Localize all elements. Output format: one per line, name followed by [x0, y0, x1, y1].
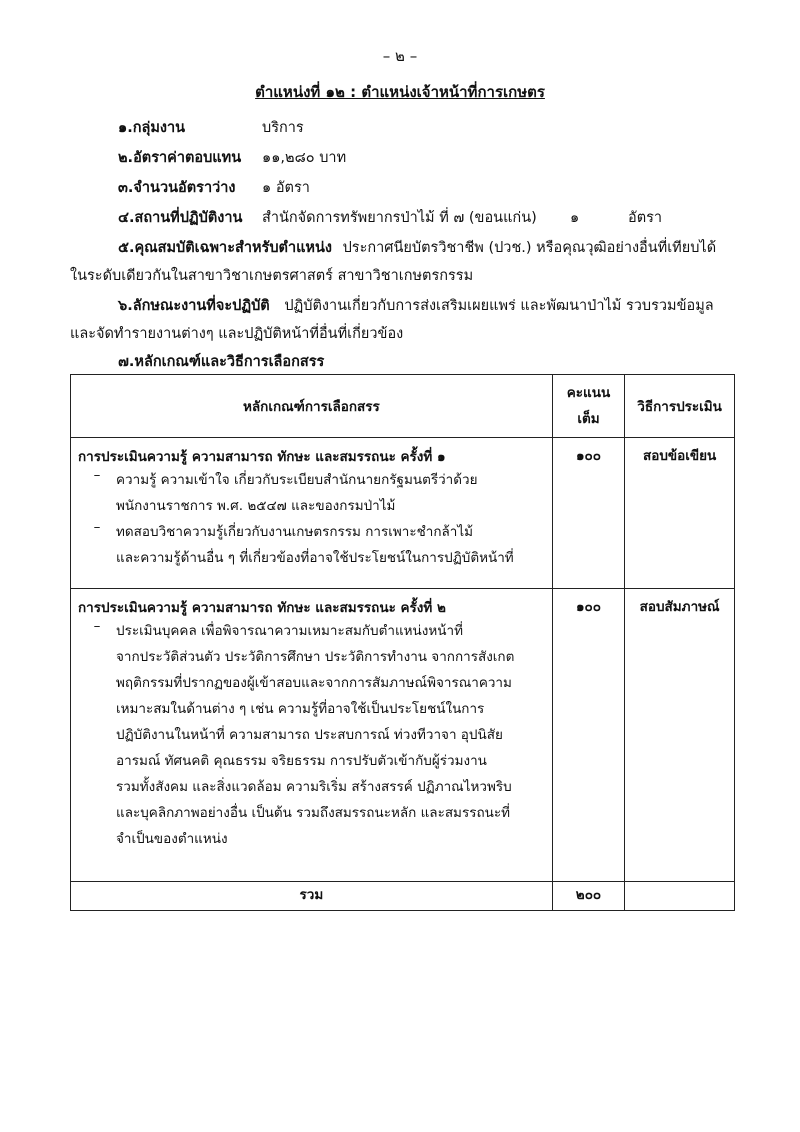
group1-title: การประเมินความรู้ ความสามารถ ทักษะ และสมรรถนะ ครั้งที่ ๑ — [78, 449, 446, 465]
group-value: บริการ — [262, 120, 304, 136]
dash-bullet: – — [93, 467, 101, 483]
group1-cell — [71, 438, 553, 589]
header-score: คะแนน เต็ม — [552, 375, 624, 438]
pay-row — [118, 146, 241, 169]
qual-value-2: ในระดับเดียวกันในสาขาวิชาเกษตรศาสตร์ สาขาวิชาเกษตรกรรม — [70, 268, 474, 284]
vacancy-label: ๓.จำนวนอัตราว่าง — [118, 180, 236, 196]
group2-cell — [71, 589, 553, 882]
group2-bullet1: ประเมินบุคคล เพื่อพิจารณาความเหมาะสมกับตำแหน่งหน้าที่ จากประวัติส่วนตัว ประวัติการศึกษา ประวัติการทำงาน จากการสังเกต พฤติกรรมที่ปรากฏของผู้เข้าสอบและจากการสัมภาษณ์พิจารณาความ เหมาะสมในด้านต่าง ๆ เช่น ความรู้ที่อาจใช้เป็นประโยชน์ในการ ปฏิบัติงานในหน้าที่ ความสามารถ ประสบการณ์ ท่วงทีวาจา อุปนิสัย อารมณ์ ทัศนคติ คุณธรรม จริยธรรม การปรับตัวเข้ากับผู้ร่วมงาน รวมทั้งสังคม และสิ่งแวดล้อม ความริเริ่ม สร้างสรรค์ ปฏิภาณไหวพริบ และบุคลิกภาพอย่างอื่น เป็นต้น รวมถึงสมรรถนะหลัก และสมรรถนะที่ จำเป็นของตำแหน่ง — [116, 623, 515, 847]
group2-method: สอบสัมภาษณ์ — [625, 589, 735, 882]
table-header-row — [71, 375, 735, 438]
total-method-empty — [625, 882, 735, 911]
page-number: – ๒ – — [382, 47, 418, 65]
duty-label: ๖.ลักษณะงานที่จะปฏิบัติ — [118, 298, 270, 314]
group1-score: ๑๐๐ — [552, 438, 624, 589]
pay-label: ๒.อัตราค่าตอบแทน — [118, 150, 242, 166]
list-item — [72, 467, 551, 519]
total-label: รวม — [71, 882, 553, 911]
duty-value-1: ปฏิบัติงานเกี่ยวกับการส่งเสริมเผยแพร่ และพัฒนาป่าไม้ รวบรวมข้อมูล — [284, 298, 714, 314]
list-item — [72, 519, 551, 571]
place-label: ๔.สถานที่ปฏิบัติงาน — [118, 210, 243, 226]
pay-value: ๑๑,๒๘๐ บาท — [262, 150, 347, 166]
header-criteria: หลักเกณฑ์การเลือกสรร — [71, 375, 553, 438]
place-count: ๑ — [570, 210, 580, 226]
criteria-table — [70, 374, 735, 911]
total-row — [71, 882, 735, 911]
group1-bullet2: ทดสอบวิชาความรู้เกี่ยวกับงานเกษตรกรรม การเพาะชำกล้าไม้ และความรู้ด้านอื่น ๆ ที่เกี่ยวข้องที่อาจใช้ประโยชน์ในการปฏิบัติหน้าที่ — [116, 524, 514, 566]
criteria-row — [118, 350, 324, 373]
place-value: สำนักจัดการทรัพยากรป่าไม้ ที่ ๗ (ขอนแก่น) — [262, 210, 537, 226]
group1-method: สอบข้อเขียน — [625, 438, 735, 589]
duty-row — [118, 294, 714, 317]
table-row — [71, 589, 735, 882]
vacancy-value: ๑ อัตรา — [262, 180, 310, 196]
group-label: ๑.กลุ่มงาน — [118, 120, 186, 136]
place-unit: อัตรา — [628, 210, 663, 226]
group2-score: ๑๐๐ — [552, 589, 624, 882]
duty-value-2: และจัดทำรายงานต่างๆ และปฏิบัติหน้าที่อื่นที่เกี่ยวข้อง — [70, 326, 404, 342]
total-score: ๒๐๐ — [552, 882, 624, 911]
position-title: ตำแหน่งที่ ๑๒ : ตำแหน่งเจ้าหน้าที่การเกษตร — [255, 83, 545, 101]
qual-label: ๕.คุณสมบัติเฉพาะสำหรับตำแหน่ง — [118, 240, 332, 256]
header-method: วิธีการประเมิน — [625, 375, 735, 438]
table-row — [71, 438, 735, 589]
qual-value-1: ประกาศนียบัตรวิชาชีพ (ปวช.) หรือคุณวุฒิอย่างอื่นที่เทียบได้ — [342, 240, 717, 256]
group1-bullet1: ความรู้ ความเข้าใจ เกี่ยวกับระเบียบสำนักนายกรัฐมนตรีว่าด้วย พนักงานราชการ พ.ศ. ๒๕๔๗ และของกรมป่าไม้ — [116, 472, 478, 514]
place-row — [118, 206, 242, 229]
group-row — [118, 116, 185, 139]
dash-bullet: – — [93, 618, 101, 634]
list-item — [72, 618, 551, 852]
qual-row — [118, 236, 716, 259]
dash-bullet: – — [93, 519, 101, 535]
group2-title: การประเมินความรู้ ความสามารถ ทักษะ และสมรรถนะ ครั้งที่ ๒ — [78, 600, 446, 616]
vacancy-row — [118, 176, 235, 199]
criteria-label: ๗.หลักเกณฑ์และวิธีการเลือกสรร — [118, 354, 325, 370]
